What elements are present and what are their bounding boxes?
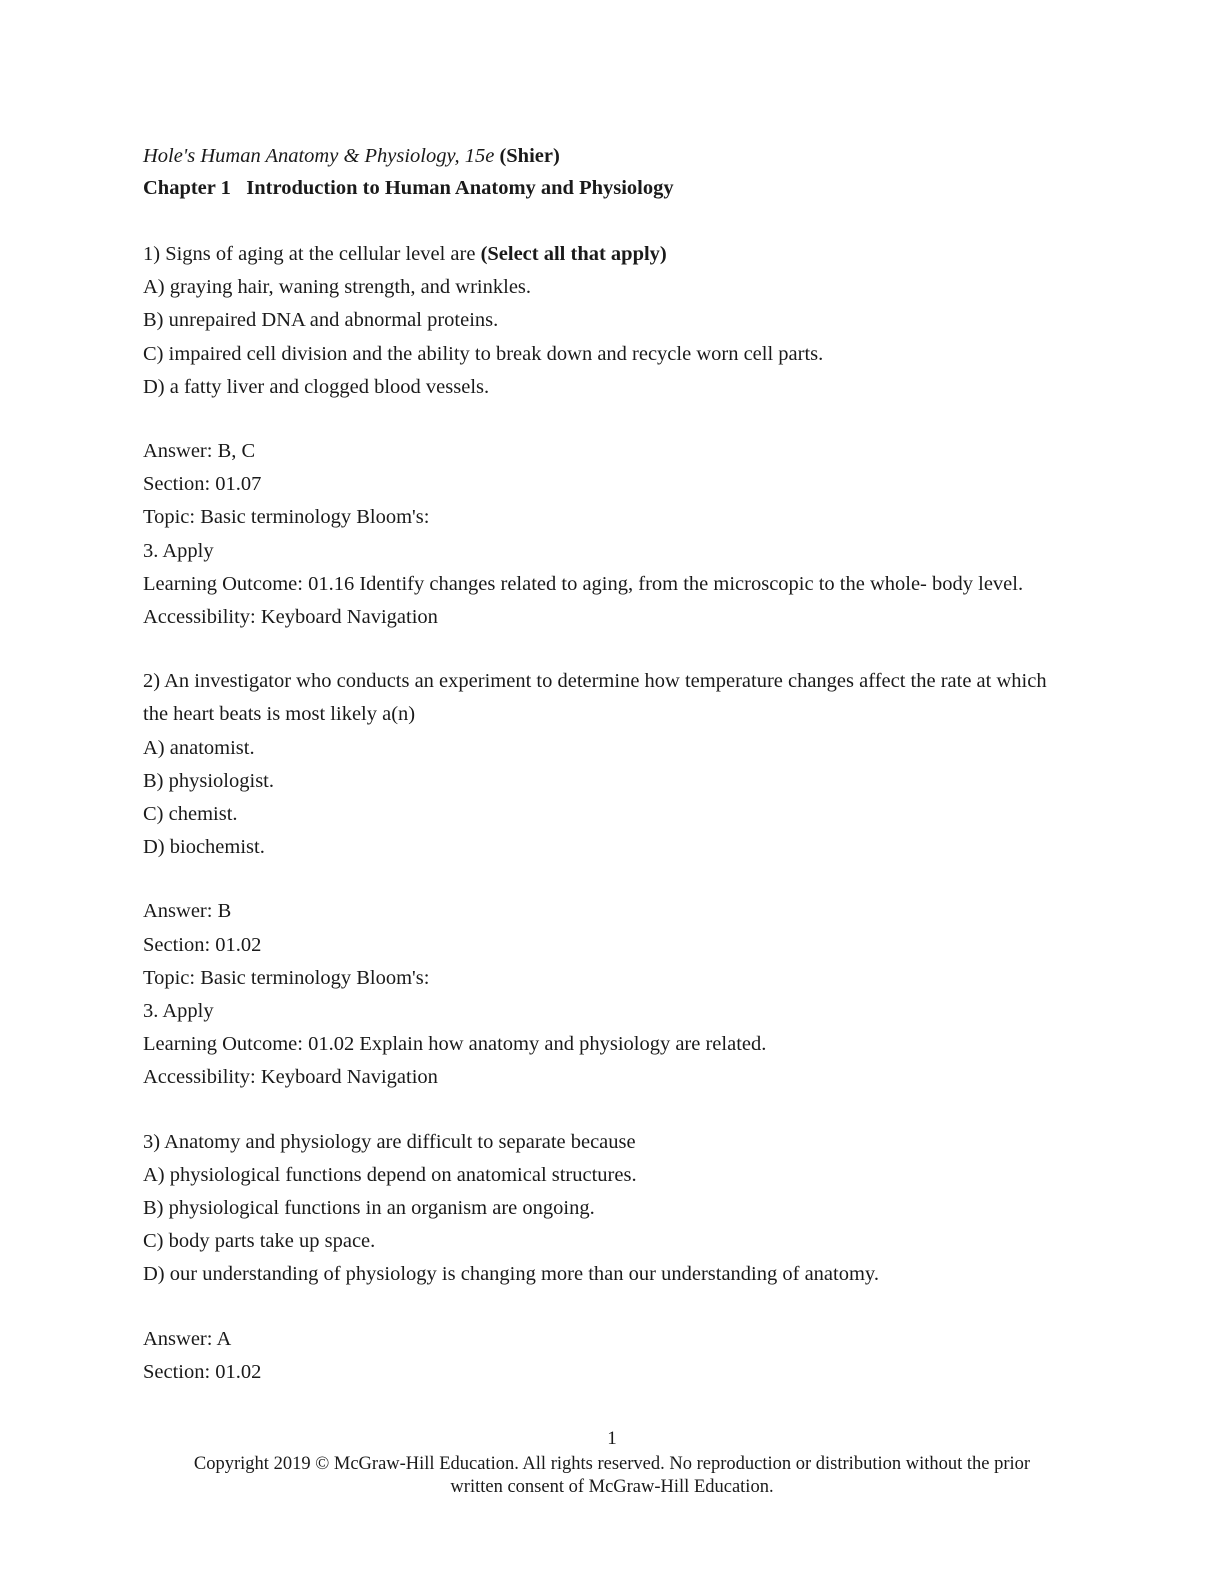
question-stem bbox=[143, 238, 1083, 271]
learning-outcome: Learning Outcome: 01.16 Identify changes related to aging, from the microscopic to the whole- body level. bbox=[143, 572, 1024, 595]
spacer bbox=[143, 864, 1083, 895]
chapter-heading bbox=[143, 172, 1083, 204]
chapter-label: Chapter 1 bbox=[143, 177, 231, 199]
answer-key: Answer: B, C bbox=[143, 440, 256, 463]
copyright-line-1: Copyright 2019 © McGraw-Hill Education. All rights reserved. No reproduction or distribution without the prior bbox=[193, 1454, 1031, 1474]
chapter-title: Introduction to Human Anatomy and Physiology bbox=[246, 177, 674, 199]
question-stem-text: 1) Signs of aging at the cellular level are bbox=[143, 243, 476, 265]
section-ref: Section: 01.07 bbox=[143, 473, 262, 496]
answer-key: Answer: A bbox=[143, 1327, 232, 1350]
answer-option: A) graying hair, waning strength, and wrinkles. bbox=[143, 276, 532, 299]
question-3 bbox=[143, 1126, 1083, 1389]
answer-key: Answer: B bbox=[143, 900, 232, 923]
answer-option: D) biochemist. bbox=[143, 836, 265, 859]
question-stem: 2) An investigator who conducts an experiment to determine how temperature changes affect the rate at which the heart beats is most likely a(n) bbox=[143, 670, 1047, 726]
question-2 bbox=[143, 665, 1083, 1094]
document-page bbox=[143, 140, 1083, 1389]
answer-option: B) physiologist. bbox=[143, 769, 274, 792]
spacer bbox=[143, 1292, 1083, 1323]
accessibility-note: Accessibility: Keyboard Navigation bbox=[143, 606, 438, 629]
answer-option: C) body parts take up space. bbox=[143, 1230, 376, 1253]
topic-ref: Topic: Basic terminology Bloom's: bbox=[143, 966, 430, 989]
page-number: 1 bbox=[607, 1428, 617, 1449]
section-ref: Section: 01.02 bbox=[143, 1360, 262, 1383]
answer-option: D) our understanding of physiology is changing more than our understanding of anatomy. bbox=[143, 1263, 879, 1286]
book-author: (Shier) bbox=[499, 145, 560, 167]
spacer bbox=[143, 1095, 1083, 1126]
book-title: Hole's Human Anatomy & Physiology, 15e bbox=[143, 145, 495, 167]
question-stem-emphasis: (Select all that apply) bbox=[480, 243, 667, 265]
topic-ref: Topic: Basic terminology Bloom's: bbox=[143, 506, 430, 529]
bloom-level: 3. Apply bbox=[143, 1000, 214, 1023]
book-title-line bbox=[143, 140, 1083, 172]
answer-option: B) physiological functions in an organism are ongoing. bbox=[143, 1197, 595, 1220]
answer-option: C) chemist. bbox=[143, 803, 238, 826]
answer-option: B) unrepaired DNA and abnormal proteins. bbox=[143, 309, 499, 332]
accessibility-note: Accessibility: Keyboard Navigation bbox=[143, 1066, 438, 1089]
answer-option: C) impaired cell division and the ability to break down and recycle worn cell parts. bbox=[143, 342, 824, 365]
answer-option: A) anatomist. bbox=[143, 736, 255, 759]
page-footer bbox=[0, 1428, 1224, 1499]
spacer bbox=[143, 404, 1083, 435]
bloom-level: 3. Apply bbox=[143, 539, 214, 562]
section-ref: Section: 01.02 bbox=[143, 933, 262, 956]
question-1 bbox=[143, 238, 1083, 634]
question-stem: 3) Anatomy and physiology are difficult to separate because bbox=[143, 1130, 636, 1153]
answer-option: D) a fatty liver and clogged blood vessels. bbox=[143, 375, 490, 398]
learning-outcome: Learning Outcome: 01.02 Explain how anatomy and physiology are related. bbox=[143, 1033, 767, 1056]
copyright-line-2: written consent of McGraw-Hill Education. bbox=[450, 1477, 774, 1497]
spacer bbox=[143, 204, 1083, 238]
answer-option: A) physiological functions depend on anatomical structures. bbox=[143, 1163, 637, 1186]
spacer bbox=[143, 634, 1083, 665]
